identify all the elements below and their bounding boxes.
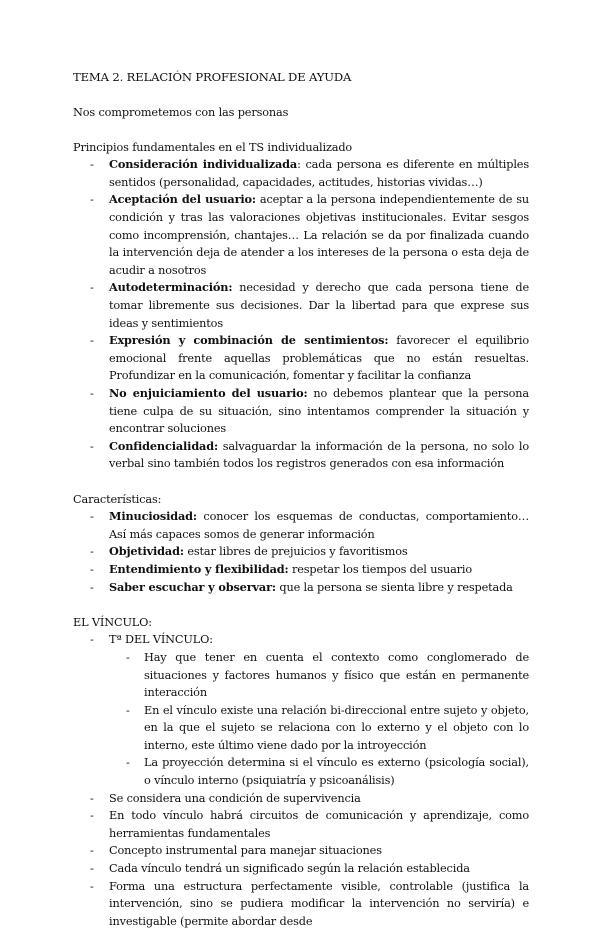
item-term: Entendimiento y flexibilidad:: [109, 561, 289, 576]
list-item: [73, 332, 529, 385]
item-term: Expresión y combinación de sentimientos:: [109, 333, 389, 348]
item-term: Confidencialidad:: [109, 438, 219, 453]
list-item: [73, 543, 529, 561]
list-item: - Cada vínculo tendrá un significado según la relación establecida: [73, 860, 529, 878]
characteristics-list: [73, 508, 529, 596]
spacer: [73, 473, 529, 491]
theory-label: Tª DEL VÍNCULO:: [109, 633, 213, 647]
list-item: [73, 579, 529, 597]
principles-heading: Principios fundamentales en el TS individualizado: [73, 140, 353, 154]
vinculo-list-continued: [73, 790, 529, 930]
item-text: estar libres de prejuicios y favoritismos: [183, 545, 408, 559]
item-text: no debemos plantear que la persona tiene culpa de su situación, sino intentamos comprender la situación y encontrar soluciones: [109, 387, 530, 436]
list-item: [73, 156, 529, 191]
document-title: TEMA 2. RELACIÓN PROFESIONAL DE AYUDA: [73, 70, 352, 84]
item-term: Objetividad:: [109, 544, 184, 559]
list-item: - Forma una estructura perfectamente visible, controlable (justifica la intervención, sino se pudiera modificar la intervención no serviría) e investigable (permite abordar desde: [73, 878, 529, 930]
vinculo-heading: EL VÍNCULO:: [73, 615, 152, 629]
sub-list-item: - La proyección determina si el vínculo es externo (psicología social), o vínculo interno (psiquiatría y psicoanálisis): [73, 754, 529, 789]
item-term: Autodeterminación:: [109, 280, 233, 295]
list-item: [73, 508, 529, 543]
principles-list: [73, 156, 529, 473]
item-term: Saber escuchar y observar:: [109, 579, 276, 594]
theory-sublist: [73, 649, 529, 790]
vinculo-list: [73, 631, 529, 649]
item-term: No enjuiciamiento del usuario:: [109, 386, 308, 400]
item-text: necesidad y derecho que cada persona tiene de tomar libremente sus decisiones. Dar la libertad para que exprese sus ideas y sentimientos: [109, 281, 529, 330]
list-item: [73, 561, 529, 579]
list-item: - Concepto instrumental para manejar situaciones: [73, 842, 529, 860]
item-term: Minuciosidad:: [109, 509, 197, 524]
item-term: Consideración individualizada: [109, 157, 298, 172]
characteristics-heading: Características:: [73, 492, 162, 506]
item-text: conocer los esquemas de conductas, comportamiento… Así más capaces somos de generar información: [109, 510, 529, 541]
list-item: [73, 438, 529, 473]
item-text: que la persona se sienta libre y respetada: [275, 580, 513, 594]
item-text: respetar los tiempos del usuario: [288, 562, 473, 576]
item-term: Aceptación del usuario:: [109, 192, 256, 207]
sub-list-item: - En el vínculo existe una relación bi-direccional entre sujeto y objeto, en la que el sujeto se relaciona con lo externo y el objeto con lo interno, este último viene dado por la introyección: [73, 702, 529, 755]
list-item: - Se considera una condición de supervivencia: [73, 790, 529, 808]
list-item: [73, 279, 529, 332]
item-text: salvaguardar la información de la persona, no solo lo verbal sino también todos los registros generados con esa información: [109, 439, 529, 471]
sub-list-item: - Hay que tener en cuenta el contexto como conglomerado de situaciones y factores humanos y físico que están en permanente interacción: [73, 649, 529, 702]
list-item: - En todo vínculo habrá circuitos de comunicación y aprendizaje, como herramientas fundamentales: [73, 807, 529, 842]
item-text: favorecer el equilibrio emocional frente aquellas problemáticas que no están resueltas. Profundizar en la comunicación, fomentar y facilitar la confianza: [109, 334, 529, 383]
item-text: : cada persona es diferente en múltiples sentidos (personalidad, capacidades, actitudes, historias vividas…): [109, 158, 529, 189]
document-subtitle: Nos comprometemos con las personas: [73, 105, 289, 119]
item-text: aceptar a la persona independientemente de su condición y tras las valoraciones objetivas institucionales. Evitar sesgos como incomprensión, chantajes… La relación se da por finalizada cuando la intervención deja de atender a los intereses de la persona o esta deja de acudir a nosotros: [109, 193, 529, 277]
spacer: [73, 596, 529, 614]
list-item: [73, 191, 529, 279]
list-item: [73, 631, 529, 649]
list-item: [73, 385, 529, 438]
